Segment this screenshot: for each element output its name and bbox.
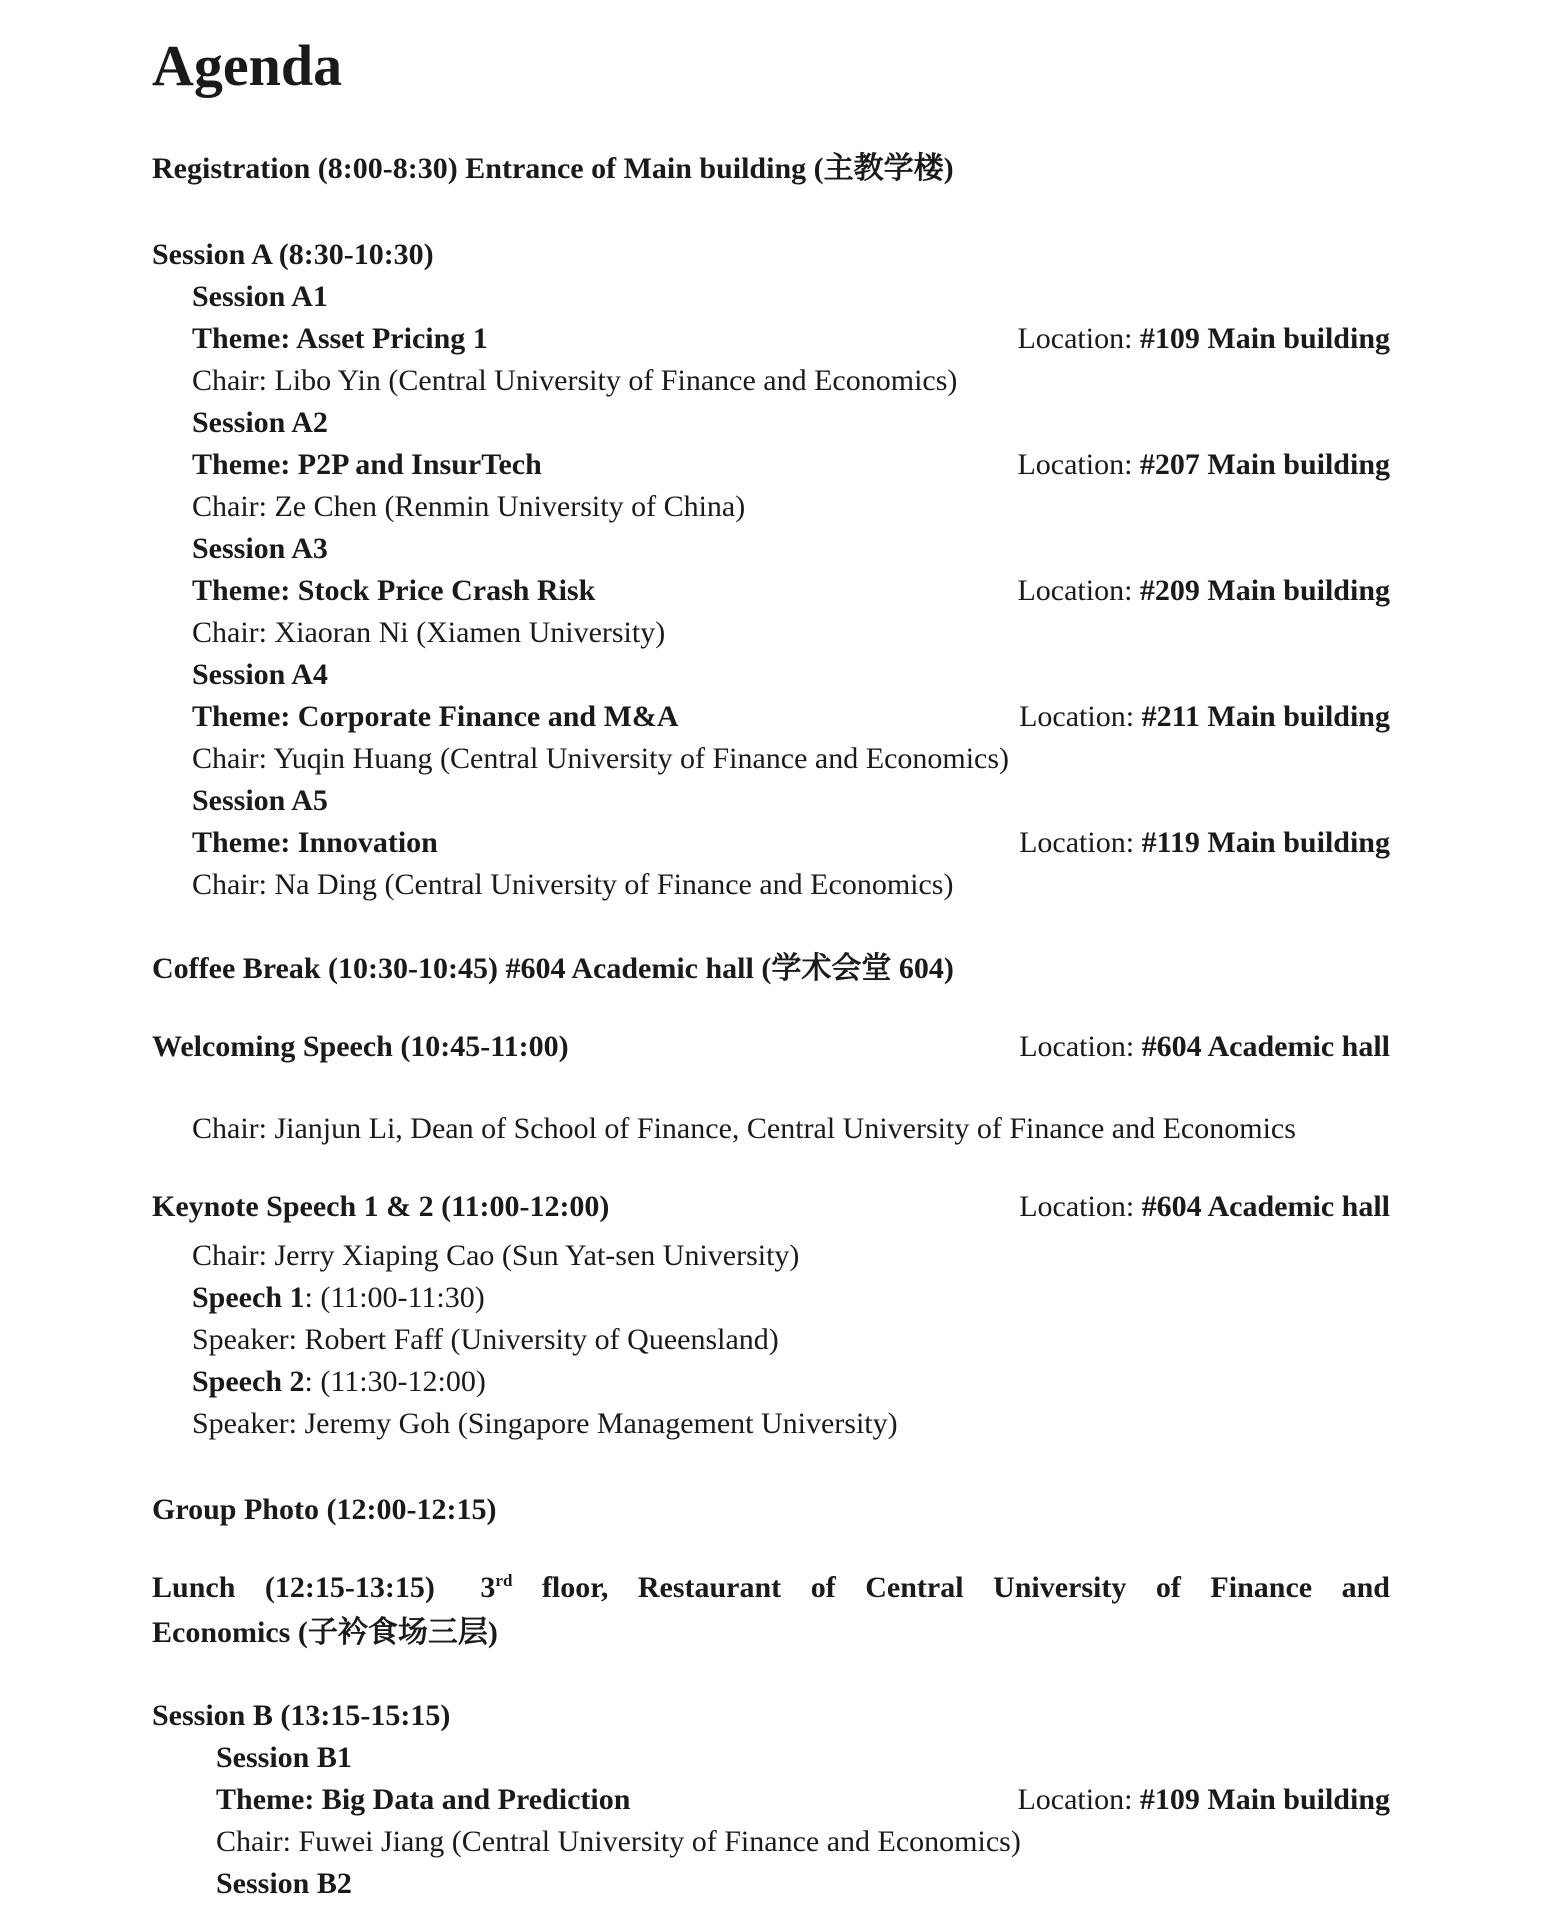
session-a1-chair: Chair: Libo Yin (Central University of Finance and Economics) (192, 364, 958, 397)
session-a4-name: Session A4 (192, 658, 328, 691)
keynote-speech1-row (152, 1277, 1390, 1319)
group-photo-line: Group Photo (12:00-12:15) (152, 1493, 497, 1526)
session-a4-theme-row (152, 696, 1390, 738)
lunch-line1 (152, 1565, 1390, 1610)
session-b1-theme: Theme: Big Data and Prediction (216, 1783, 631, 1816)
session-a2-location (1017, 444, 1390, 486)
lunch-paragraph (152, 1565, 1390, 1655)
keynote-speaker1: Speaker: Robert Faff (University of Queensland) (192, 1323, 779, 1356)
lunch-line2: Economics (子衿食场三层) (152, 1616, 498, 1649)
speech1-time: : (11:00-11:30) (304, 1281, 485, 1314)
session-a3-theme-row (152, 570, 1390, 612)
keynote-speaker2: Speaker: Jeremy Goh (Singapore Management University) (192, 1407, 898, 1440)
session-b1-chair: Chair: Fuwei Jiang (Central University of Finance and Economics) (216, 1825, 1021, 1858)
session-b1-location (1017, 1779, 1390, 1821)
lunch-ordinal-suffix: rd (495, 1571, 513, 1590)
session-b1-theme-row (152, 1779, 1390, 1821)
session-a2-name: Session A2 (192, 406, 328, 439)
location-value: #604 Academic hall (1141, 1190, 1390, 1223)
session-a1-name: Session A1 (192, 280, 328, 313)
location-label: Location: (1019, 826, 1135, 859)
session-a4-location (1019, 696, 1390, 738)
lunch-venue: floor, Restaurant of Central University of Finance and (541, 1571, 1390, 1604)
session-a2-chair: Chair: Ze Chen (Renmin University of China) (192, 490, 746, 523)
session-a-header: Session A (8:30-10:30) (152, 238, 434, 271)
session-a3-chair: Chair: Xiaoran Ni (Xiamen University) (192, 616, 666, 649)
session-a3-theme: Theme: Stock Price Crash Risk (192, 574, 596, 607)
keynote-chair: Chair: Jerry Xiaping Cao (Sun Yat-sen University) (192, 1239, 800, 1272)
session-a4-theme: Theme: Corporate Finance and M&A (192, 700, 679, 733)
location-label: Location: (1017, 322, 1133, 355)
session-a5-theme-row (152, 822, 1390, 864)
session-b1-name: Session B1 (216, 1741, 352, 1774)
session-a2-theme-row (152, 444, 1390, 486)
session-b-header: Session B (13:15-15:15) (152, 1699, 451, 1732)
welcoming-header: Welcoming Speech (10:45-11:00) (152, 1030, 569, 1063)
welcoming-header-row (152, 1026, 1390, 1068)
coffee-break-line: Coffee Break (10:30-10:45) #604 Academic hall (学术会堂 604) (152, 952, 954, 985)
speech2-time: : (11:30-12:00) (304, 1365, 486, 1398)
welcoming-chair: Chair: Jianjun Li, Dean of School of Finance, Central University of Finance and Economics (192, 1112, 1296, 1145)
lunch-time: Lunch (12:15-13:15) (152, 1571, 435, 1604)
registration-line: Registration (8:00-8:30) Entrance of Main building (主教学楼) (152, 152, 954, 185)
location-label: Location: (1019, 1190, 1135, 1223)
location-value: #119 Main building (1141, 826, 1390, 859)
session-a4-chair: Chair: Yuqin Huang (Central University of Finance and Economics) (192, 742, 1010, 775)
session-a5-theme: Theme: Innovation (192, 826, 438, 859)
speech1-label: Speech 1 (192, 1281, 305, 1314)
location-value: #604 Academic hall (1141, 1030, 1390, 1063)
location-value: #109 Main building (1139, 322, 1390, 355)
location-value: #211 Main building (1141, 700, 1390, 733)
location-label: Location: (1017, 574, 1133, 607)
keynote-header-row (152, 1186, 1390, 1228)
speech2-label: Speech 2 (192, 1365, 305, 1398)
location-label: Location: (1019, 700, 1135, 733)
session-a1-theme-row (152, 318, 1390, 360)
lunch-floor-number: 3 (480, 1571, 496, 1604)
session-a2-theme: Theme: P2P and InsurTech (192, 448, 542, 481)
session-a5-location (1019, 822, 1390, 864)
location-label: Location: (1017, 448, 1133, 481)
welcoming-location (1019, 1026, 1390, 1068)
keynote-header: Keynote Speech 1 & 2 (11:00-12:00) (152, 1190, 610, 1223)
location-label: Location: (1017, 1783, 1133, 1816)
location-value: #207 Main building (1139, 448, 1390, 481)
session-a5-chair: Chair: Na Ding (Central University of Finance and Economics) (192, 868, 954, 901)
session-a3-name: Session A3 (192, 532, 328, 565)
lunch-floor-ordinal (480, 1571, 512, 1604)
page-title: Agenda (152, 33, 343, 98)
session-b2-name: Session B2 (216, 1867, 352, 1900)
keynote-location (1019, 1186, 1390, 1228)
session-a1-theme: Theme: Asset Pricing 1 (192, 322, 488, 355)
location-value: #109 Main building (1139, 1783, 1390, 1816)
session-a5-name: Session A5 (192, 784, 328, 817)
session-a1-location (1017, 318, 1390, 360)
location-value: #209 Main building (1139, 574, 1390, 607)
keynote-speech2-row (152, 1361, 1390, 1403)
location-label: Location: (1019, 1030, 1135, 1063)
session-a3-location (1017, 570, 1390, 612)
